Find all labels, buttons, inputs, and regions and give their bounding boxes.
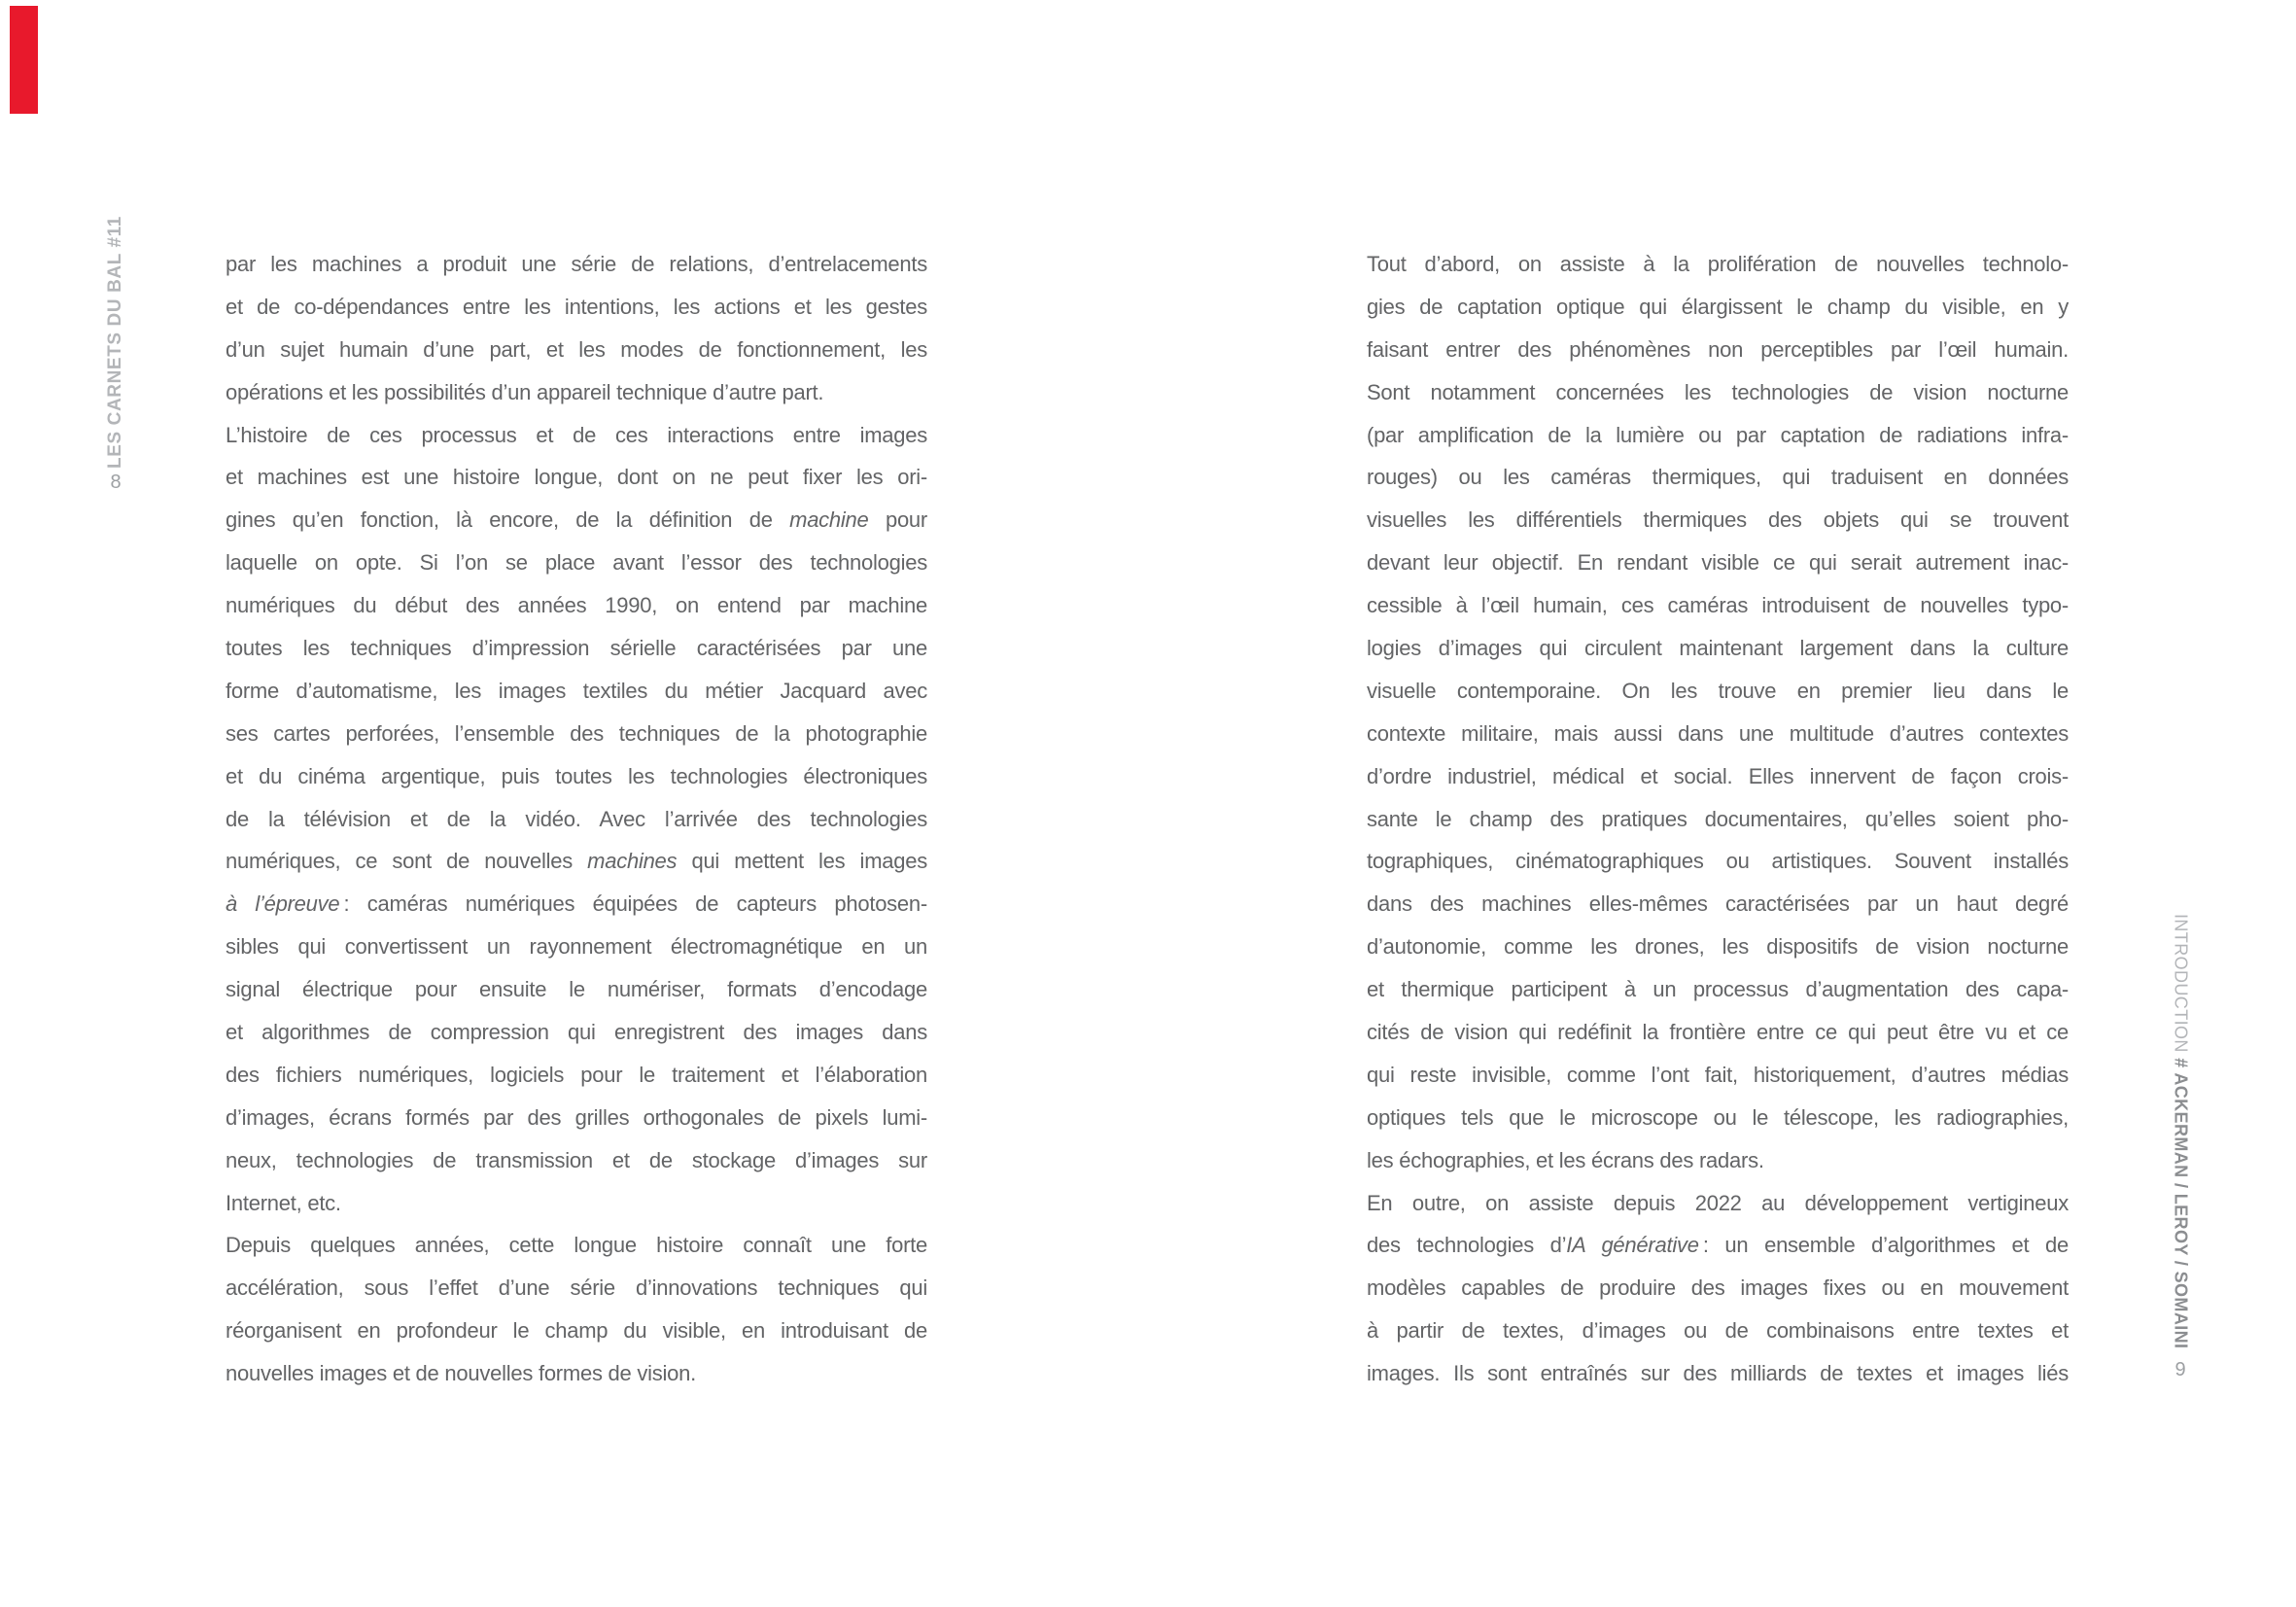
- text-line: modèles capables de produire des images fixes ou en mouvement: [1367, 1275, 2069, 1301]
- text-line: gines qu’en fonction, là encore, de la définition de machine pour: [226, 507, 927, 533]
- text-line: signal électrique pour ensuite le numériser, formats d’encodage: [226, 977, 927, 1002]
- text-line: neux, technologies de transmission et de stockage d’images sur: [226, 1147, 927, 1172]
- text-line: d’autonomie, comme les drones, les dispositifs de vision nocturne: [1367, 934, 2069, 960]
- text-line: optiques tels que le microscope ou le télescope, les radiographies,: [1367, 1104, 2069, 1130]
- text-line: à l’épreuve : caméras numériques équipées de capteurs photosen-: [226, 891, 927, 917]
- right-spine-label-chapter: INTRODUCTION: [2171, 914, 2191, 1059]
- text-line: faisant entrer des phénomènes non perceptibles par l’œil humain.: [1367, 336, 2069, 362]
- text-line: Tout d’abord, on assiste à la prolifération de nouvelles technolo-: [1367, 252, 2069, 276]
- text-line: logies d’images qui circulent maintenant largement dans la culture: [1367, 636, 2069, 661]
- text-line: accélération, sous l’effet d’une série d’innovations techniques qui: [226, 1275, 927, 1301]
- text-line: et du cinéma argentique, puis toutes les technologies électroniques: [226, 763, 927, 788]
- text-line: et machines est une histoire longue, dont on ne peut fixer les ori-: [226, 465, 927, 490]
- text-line: Depuis quelques années, cette longue histoire connaît une forte: [226, 1233, 927, 1258]
- text-line: L’histoire de ces processus et de ces interactions entre images: [226, 422, 927, 447]
- text-line: numériques du début des années 1990, on entend par machine: [226, 593, 927, 618]
- right-page-number: 9: [2174, 1359, 2186, 1380]
- text-line: images. Ils sont entraînés sur des milliards de textes et images liés: [1367, 1361, 2069, 1386]
- text-line: visuelle contemporaine. On les trouve en premier lieu dans le: [1367, 678, 2069, 703]
- right-page: [1148, 0, 2296, 1607]
- text-line: visuelles les différentiels thermiques des objets qui se trouvent: [1367, 507, 2069, 533]
- right-spine-label-authors: # ACKERMAN / LEROY / SOMAINI: [2171, 1058, 2191, 1349]
- text-line: par les machines a produit une série de relations, d’entrelacements: [226, 252, 927, 276]
- text-line: d’ordre industriel, médical et social. Elles innervent de façon crois-: [1367, 763, 2069, 788]
- text-line: d’un sujet humain d’une part, et les modes de fonctionnement, les: [226, 336, 927, 362]
- right-spine-label-text: [2171, 914, 2191, 1356]
- text-line: Internet, etc.: [226, 1190, 341, 1215]
- text-line: numériques, ce sont de nouvelles machines qui mettent les images: [226, 849, 927, 874]
- text-line: Sont notamment concernées les technologies de vision nocturne: [1367, 379, 2069, 404]
- right-spine-label: [2162, 914, 2199, 1356]
- text-line: rouges) ou les caméras thermiques, qui traduisent en données: [1367, 465, 2069, 490]
- text-line: et algorithmes de compression qui enregistrent des images dans: [226, 1020, 927, 1045]
- text-line: En outre, on assiste depuis 2022 au développement vertigineux: [1367, 1190, 2069, 1215]
- text-line: sante le champ des pratiques documentaires, qu’elles soient pho-: [1367, 806, 2069, 831]
- text-line: sibles qui convertissent un rayonnement électromagnétique en un: [226, 934, 927, 960]
- text-line: ses cartes perforées, l’ensemble des techniques de la photographie: [226, 720, 927, 746]
- text-line: et de co-dépendances entre les intentions, les actions et les gestes: [226, 294, 927, 319]
- right-text-column: [1367, 243, 2069, 1395]
- text-line: nouvelles images et de nouvelles formes de vision.: [226, 1361, 696, 1386]
- left-page-number: 8: [110, 472, 122, 493]
- text-line: et thermique participent à un processus d’augmentation des capa-: [1367, 977, 2069, 1002]
- text-line: réorganisent en profondeur le champ du visible, en introduisant de: [226, 1318, 927, 1344]
- text-line: d’images, écrans formés par des grilles orthogonales de pixels lumi-: [226, 1104, 927, 1130]
- text-line: toutes les techniques d’impression sérielle caractérisées par une: [226, 636, 927, 661]
- text-line: de la télévision et de la vidéo. Avec l’arrivée des technologies: [226, 806, 927, 831]
- text-line: cités de vision qui redéfinit la frontière entre ce qui peut être vu et ce: [1367, 1020, 2069, 1045]
- text-line: dans des machines elles-mêmes caractérisées par un haut degré: [1367, 891, 2069, 917]
- text-line: cessible à l’œil humain, ces caméras introduisent de nouvelles typo-: [1367, 593, 2069, 618]
- text-line: des fichiers numériques, logiciels pour le traitement et l’élaboration: [226, 1062, 927, 1087]
- text-line: les échographies, et les écrans des radars.: [1367, 1147, 1764, 1172]
- text-line: laquelle on opte. Si l’on se place avant l’essor des technologies: [226, 550, 927, 576]
- text-line: tographiques, cinématographiques ou artistiques. Souvent installés: [1367, 849, 2069, 874]
- left-spine-label: [97, 216, 134, 469]
- left-spine-label-text: LES CARNETS DU BAL #11: [105, 216, 125, 469]
- text-line: qui reste invisible, comme l’ont fait, historiquement, d’autres médias: [1367, 1062, 2069, 1087]
- text-line: gies de captation optique qui élargissent le champ du visible, en y: [1367, 294, 2069, 319]
- text-line: opérations et les possibilités d’un appareil technique d’autre part.: [226, 379, 824, 404]
- text-line: à partir de textes, d’images ou de combinaisons entre textes et: [1367, 1318, 2069, 1344]
- left-text-column: [226, 243, 927, 1395]
- text-line: devant leur objectif. En rendant visible ce qui serait autrement inac-: [1367, 550, 2069, 576]
- text-line: (par amplification de la lumière ou par captation de radiations infra-: [1367, 422, 2069, 447]
- text-line: des technologies d’IA générative : un ensemble d’algorithmes et de: [1367, 1233, 2069, 1258]
- text-line: contexte militaire, mais aussi dans une multitude d’autres contextes: [1367, 720, 2069, 746]
- text-line: forme d’automatisme, les images textiles du métier Jacquard avec: [226, 678, 927, 703]
